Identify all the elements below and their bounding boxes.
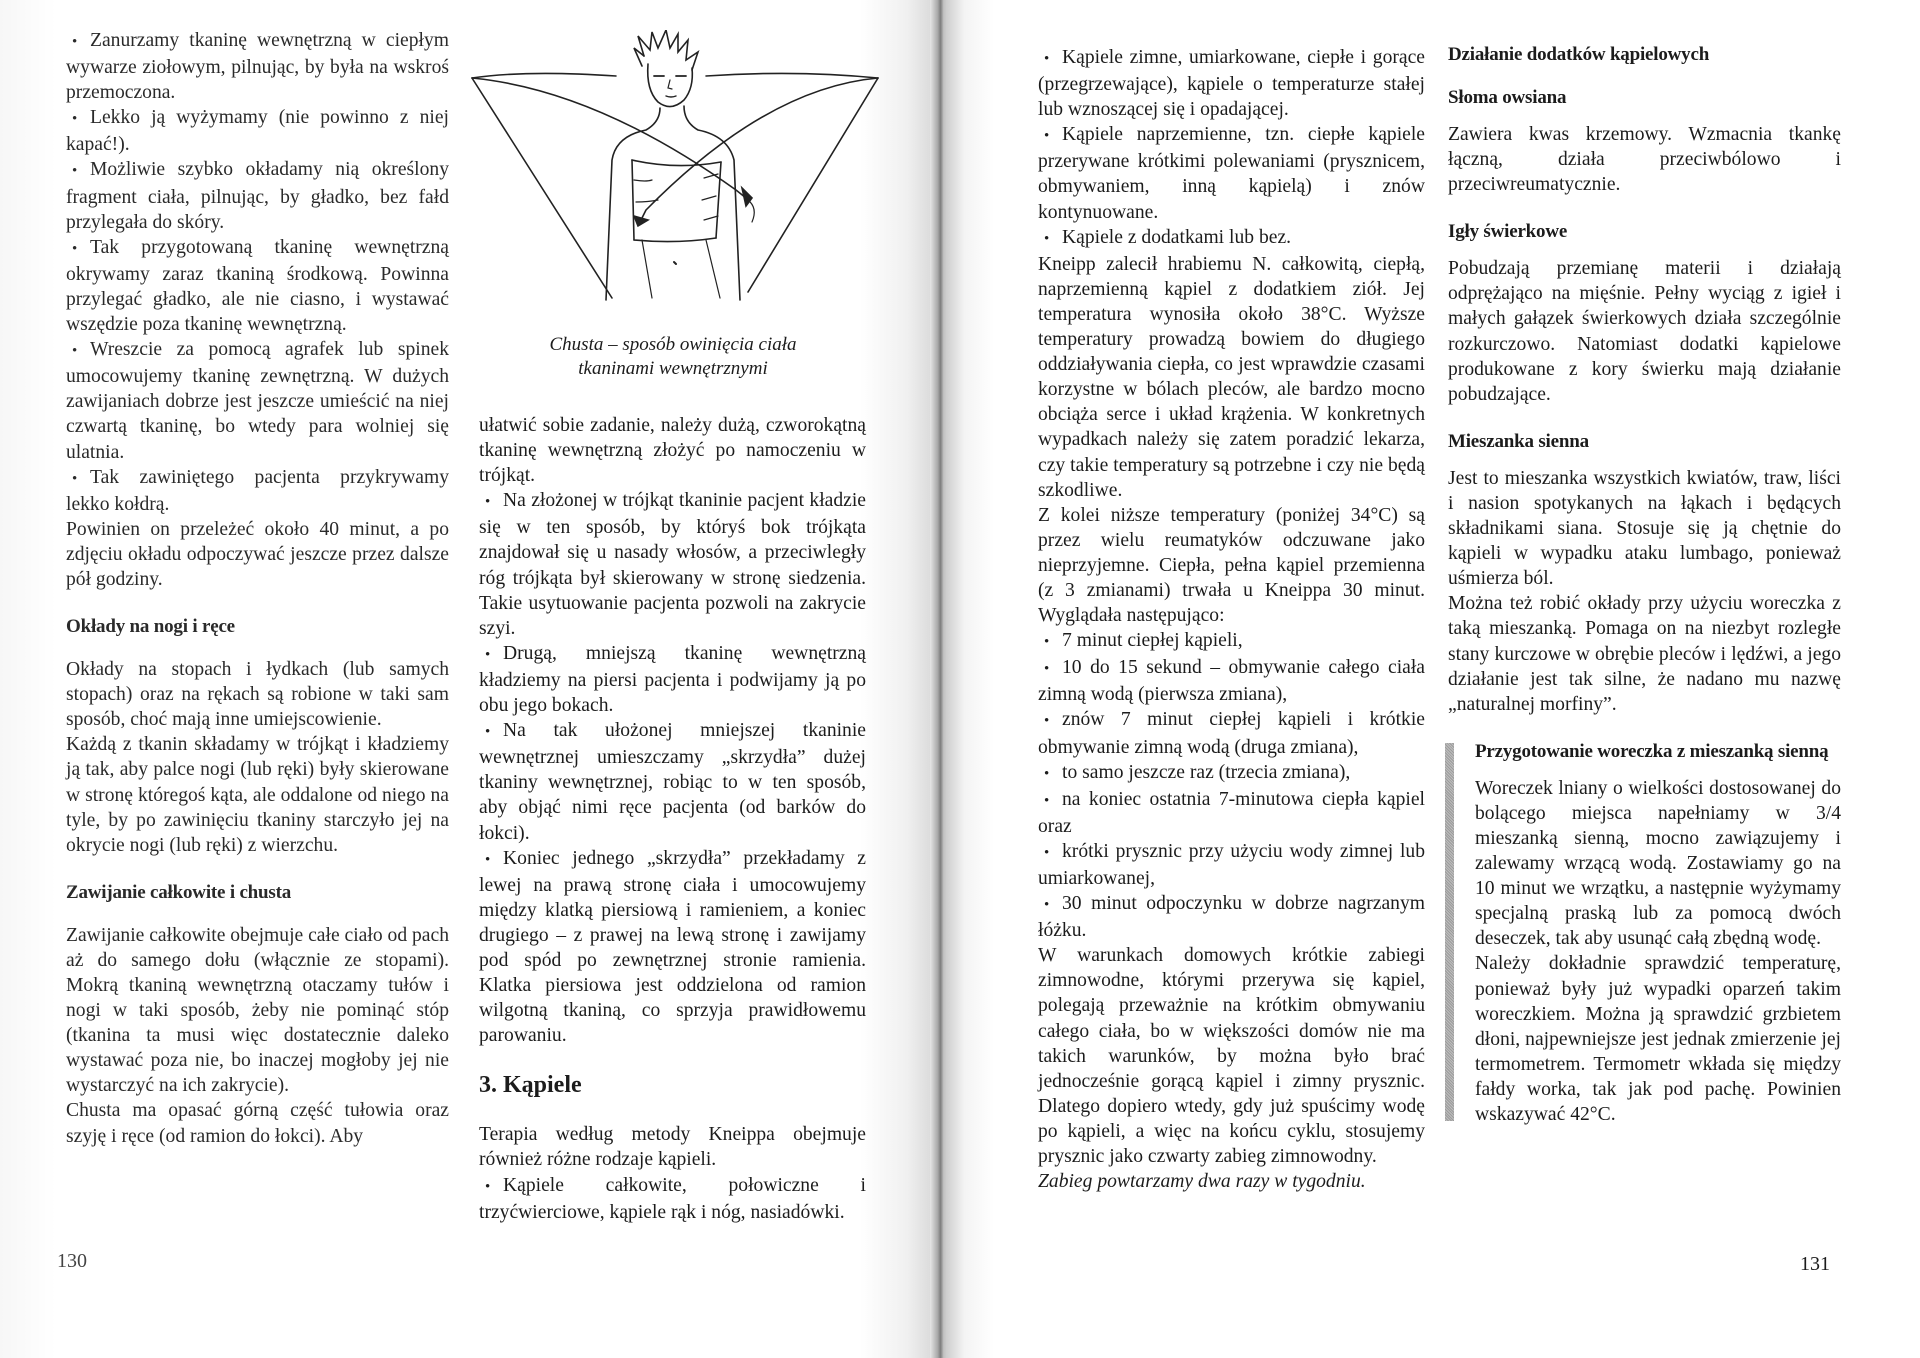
paragraph: Jest to mieszanka wszystkich kwiatów, traw, liści i nasion spotykanych na łąkach i będących składnikami siana. Stosuje się ją chętnie do kąpieli w wypadku ataku lumbago, ponieważ uśmierza ból.: [1448, 467, 1841, 590]
caption-line: tkaninami wewnętrznymi: [578, 358, 768, 379]
paragraph: • Lekko ją wyżymamy (nie powinno z niej kapać!).: [66, 105, 449, 157]
paragraph: • Kąpiele zimne, umiarkowane, ciepłe i gorące (przegrzewające), kąpiele o temperaturze stałej lub wznoszącej się i opadającej.: [1038, 45, 1425, 122]
paragraph: • Na złożonej w trójkąt tkaninie pacjent kładzie się w ten sposób, by któryś bok trójkąta znajdował się u nasady włosów, a przeciwległy róg trójkąta był skierowany w stronę siedzenia. Takie usytuowanie pacjenta pozwoli na zakrycie szyi.: [479, 488, 866, 641]
list-item: • 30 minut odpoczynku w dobrze nagrzanym łóżku.: [1038, 891, 1425, 943]
left-column: [66, 28, 449, 1149]
paragraph: W warunkach domowych krótkie zabiegi zimnowodne, którymi przerywa się kąpiel, polegają przeważnie na krótkim obmywaniu całego ciała, bo w większości domów nie ma takich warunków, by można było brać jednocześnie gorącą kąpiel i zimny prysznic. Dlatego dopiero wtedy, gdy już spuścimy wodę po kąpieli, a więc na końcu cyklu, stosujemy prysznic jako czwarty zabieg zimnowodny.: [1038, 945, 1425, 1168]
list-item: • na koniec ostatnia 7-minutowa ciepła kąpiel oraz: [1038, 787, 1425, 839]
paragraph: • Kąpiele z dodatkami lub bez.: [1038, 225, 1425, 252]
section-heading: Okłady na nogi i ręce: [66, 616, 235, 638]
right-page-first-column: [1038, 45, 1425, 1194]
paragraph: • Zanurzamy tkaninę wewnętrzną w ciepłym wywarze ziołowym, pilnując, by była na wskroś przemoczona.: [66, 28, 449, 105]
list-item: • to samo jeszcze raz (trzecia zmiana),: [1038, 760, 1425, 787]
book-spine-shadow: [930, 0, 944, 1358]
paragraph: Każdą z tkanin składamy w trójkąt i kładziemy ją tak, aby palce nogi (lub ręki) były skierowane w stronę któregoś kąta, ale oddalone od niego na tyle, by po zawinięciu tkaniny starczyło jej na okrycie nogi (lub ręki) z wierzchu.: [66, 734, 449, 856]
caption-line: Chusta – sposób owinięcia ciała: [549, 334, 797, 355]
figure-caption: [466, 333, 880, 381]
right-page-second-column: [1448, 42, 1841, 1127]
paragraph: • Tak zawiniętego pacjenta przykrywamy lekko kołdrą.: [66, 465, 449, 517]
page-number-right: 131: [1800, 1253, 1830, 1275]
left-page-second-column: [479, 413, 866, 1225]
list-item: • krótki prysznic przy użyciu wody zimnej lub umiarkowanej,: [1038, 839, 1425, 891]
paragraph: • Kąpiele całkowite, połowiczne i trzyćwierciowe, kąpiele rąk i nóg, nasiadówki.: [479, 1173, 866, 1225]
section-heading: Działanie dodatków kąpielowych: [1448, 44, 1710, 65]
subsection-heading: Mieszanka sienna: [1448, 430, 1589, 452]
list-item: • 7 minut ciepłej kąpieli,: [1038, 628, 1425, 655]
paragraph: Zawiera kwas krzemowy. Wzmacnia tkankę łączną, działa przeciwbólowo i przeciwreumatycznie.: [1448, 124, 1841, 196]
illustration-wrap-figure: [466, 30, 880, 330]
section-heading: Zawijanie całkowite i chusta: [66, 881, 292, 903]
paragraph: Należy dokładnie sprawdzić temperaturę, ponieważ były już wypadki oparzeń takim woreczkiem. Można ją sprawdzić grzbietem dłoni, najpewniejsze jest jednak zmierzenie jej termometrem. Termometr wkłada się między fałdy worka, tak jak pod pachę. Powinien wskazywać 42°C.: [1475, 953, 1841, 1125]
paragraph: • Na tak ułożonej mniejszej tkaninie wewnętrznej umieszczamy „skrzydła” dużej tkaniny wewnętrznej, robiąc to w ten sposób, aby objąć nimi ręce pacjenta (od barków do łokci).: [479, 718, 866, 845]
subsection-heading: Igły świerkowe: [1448, 221, 1568, 243]
chapter-heading: 3. Kąpiele: [479, 1072, 582, 1099]
paragraph: • Wreszcie za pomocą agrafek lub spinek umocowujemy tkaninę zewnętrzną. W dużych zawijaniach dobrze jest jeszcze umieścić na niej czwartą tkaninę, bo wtedy para wolniej się ulatnia.: [66, 337, 449, 464]
paragraph: Woreczek lniany o wielkości dostosowanej do bolącego miejsca napełniamy w 3/4 mieszanką sienną, mocno zawiązujemy i zalewamy wrzącą wodą. Zostawiamy go na 10 minut we wrzątku, a następnie wyżymamy specjalną praską lub za pomocą dwóch deseczek, tak aby usunąć całą zbędną wodę.: [1475, 777, 1841, 950]
list-item: • znów 7 minut ciepłej kąpieli i krótkie obmywanie zimną wodą (druga zmiana),: [1038, 707, 1425, 759]
box-heading: Przygotowanie woreczka z mieszanką sienną: [1475, 740, 1829, 762]
paragraph: • Tak przygotowaną tkaninę wewnętrzną okrywamy zaraz tkaniną środkową. Powinna przylegać gładko, ale nie ciasno, i wystawać wszędzie poza tkaninę wewnętrzną.: [66, 235, 449, 337]
subsection-heading: Słoma owsiana: [1448, 87, 1567, 108]
list-item: • 10 do 15 sekund – obmywanie całego ciała zimną wodą (pierwsza zmiana),: [1038, 655, 1425, 707]
paragraph: ułatwić sobie zadanie, należy dużą, czworokątną tkaninę wewnętrzną złożyć po namoczeniu w trójkąt.: [479, 415, 866, 487]
paragraph: Można też robić okłady przy użyciu woreczka z taką mieszanką. Pomaga on na niezbyt rozległe stany kurczowe w obrębie pleców i lędźwi, a jego działanie jest tak silne, że nadano mu nazwę „naturalnej morfiny”.: [1448, 593, 1841, 715]
paragraph: Zawijanie całkowite obejmuje całe ciało od pach aż do samego dołu (włącznie ze stopami). Mokrą tkaniną wewnętrzną otaczamy tułów i nogi w taki sposób, żeby nie pominąć stóp (tkanina ta musi więc dostatecznie daleko wystawać poza nie, bo inaczej mogłoby jej nie wystarczyć na ich zakrycie).: [66, 924, 449, 1097]
paragraph: Pobudzają przemianę materii i działają odprężająco na mięśnie. Pełny wyciąg z igieł i małych gałązek świerkowych działa szczególnie rozkurczowo. Natomiast dodatki kąpielowe produkowane z kory świerku mają działanie pobudzające.: [1448, 258, 1841, 405]
italic-note: Zabieg powtarzamy dwa razy w tygodniu.: [1038, 1171, 1366, 1193]
info-box: [1445, 739, 1841, 1127]
paragraph: Powinien on przeleżeć około 40 minut, a po zdjęciu okładu odpoczywać jeszcze przez dalsze pół godziny.: [66, 518, 449, 590]
paragraph: Terapia według metody Kneippa obejmuje również różne rodzaje kąpieli.: [479, 1124, 866, 1171]
paragraph-italic: [1038, 1169, 1425, 1194]
paragraph: Kneipp zalecił hrabiemu N. całkowitą, ciepłą, naprzemienną kąpiel z dodatkiem ziół. Jej temperatura wynosiła około 38°C. Wyższe temperatury prowadzą bowiem do długiego oddziaływania ciepła, co jest wprawdzie czasami korzystne w bólach pleców, ale bardzo mocno obciąża serce i układ krążenia. W konkretnych wypadkach należy się zatem poradzić lekarza, czy takie temperatury są potrzebne i czy nie będą szkodliwe.: [1038, 253, 1425, 501]
paragraph: • Kąpiele naprzemienne, tzn. ciepłe kąpiele przerywane krótkimi polewaniami (prysznicem, obmywaniem, inną kąpielą) i znów kontynuowane.: [1038, 122, 1425, 224]
paragraph: • Koniec jednego „skrzydła” przekładamy z lewej na prawą stronę ciała i umocowujemy między klatką piersiową i ramieniem, a koniec drugiego – z prawej na lewą stronę i zawijamy pod spód po zewnętrznej stronie ramienia. Klatka piersiowa jest oddzielona od ramion wilgotną tkaniną, co sprzyja prawidłowemu parowaniu.: [479, 846, 866, 1049]
page-number-left: 130: [57, 1250, 87, 1272]
paragraph: Chusta ma opasać górną część tułowia oraz szyję i ręce (od ramion do łokci). Aby: [66, 1100, 449, 1147]
paragraph: • Możliwie szybko okładamy nią określony fragment ciała, pilnując, by gładko, bez fałd przylegała do skóry.: [66, 157, 449, 234]
paragraph: • Drugą, mniejszą tkaninę wewnętrzną kładziemy na piersi pacjenta i podwijamy ją po obu jego bokach.: [479, 641, 866, 718]
paragraph: Z kolei niższe temperatury (poniżej 34°C) są przez wielu reumatyków odczuwane jako nieprzyjemne. Ciepła, pełna kąpiel przemienna (z 3 zmianami) trwała u Kneippa 30 minut. Wyglądała następująco:: [1038, 504, 1425, 627]
paragraph: Okłady na stopach i łydkach (lub samych stopach) oraz na rękach są robione w taki sam sposób, choć mają inne umiejscowienie.: [66, 659, 449, 731]
